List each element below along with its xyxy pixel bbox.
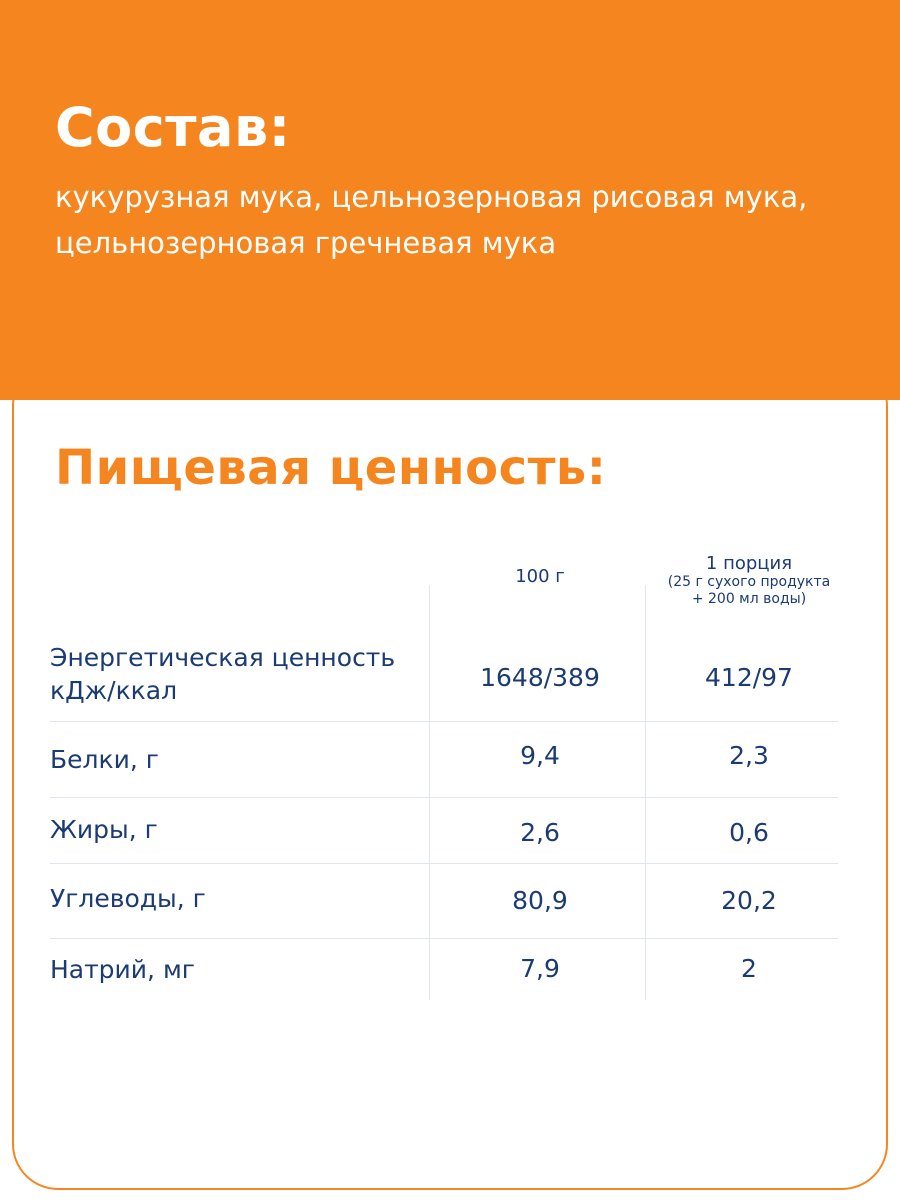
cell-energy-100g: 1648/389 [480, 663, 600, 692]
row-label-carbs: Углеводы, г [50, 884, 206, 913]
row-divider [50, 938, 838, 939]
column-header-portion-note-2: + 200 мл воды) [691, 591, 807, 607]
cell-sodium-100g: 7,9 [520, 954, 560, 983]
cell-carbs-100g: 80,9 [512, 886, 568, 915]
row-label-protein: Белки, г [50, 745, 159, 774]
column-header-portion-label: 1 порция [705, 553, 793, 574]
cell-sodium-portion: 2 [741, 954, 757, 983]
row-label-fat: Жиры, г [50, 815, 158, 844]
composition-text [55, 174, 875, 266]
row-divider [50, 721, 838, 722]
row-label-energy-line-2: кДж/ккал [50, 676, 178, 705]
column-header-portion [646, 553, 852, 608]
column-header-portion-note-1: (25 г сухого продукта [667, 574, 831, 590]
row-label-sodium: Натрий, мг [50, 955, 195, 984]
cell-protein-100g: 9,4 [520, 741, 560, 770]
row-divider [50, 863, 838, 864]
row-label-energy [50, 641, 420, 707]
composition-line-1: кукурузная мука, цельнозерновая рисовая мука, [55, 180, 808, 214]
cell-carbs-portion: 20,2 [721, 886, 777, 915]
cell-protein-portion: 2,3 [729, 741, 769, 770]
cell-fat-100g: 2,6 [520, 818, 560, 847]
cell-fat-portion: 0,6 [729, 818, 769, 847]
row-label-energy-line-1: Энергетическая ценность [50, 643, 396, 672]
row-divider [50, 797, 838, 798]
nutrition-title: Пищевая ценность: [55, 440, 607, 496]
composition-title: Состав: [55, 96, 291, 159]
cell-energy-portion: 412/97 [705, 663, 793, 692]
column-header-100g: 100 г [515, 566, 565, 587]
composition-line-2: цельнозерновая гречневая мука [55, 226, 557, 260]
